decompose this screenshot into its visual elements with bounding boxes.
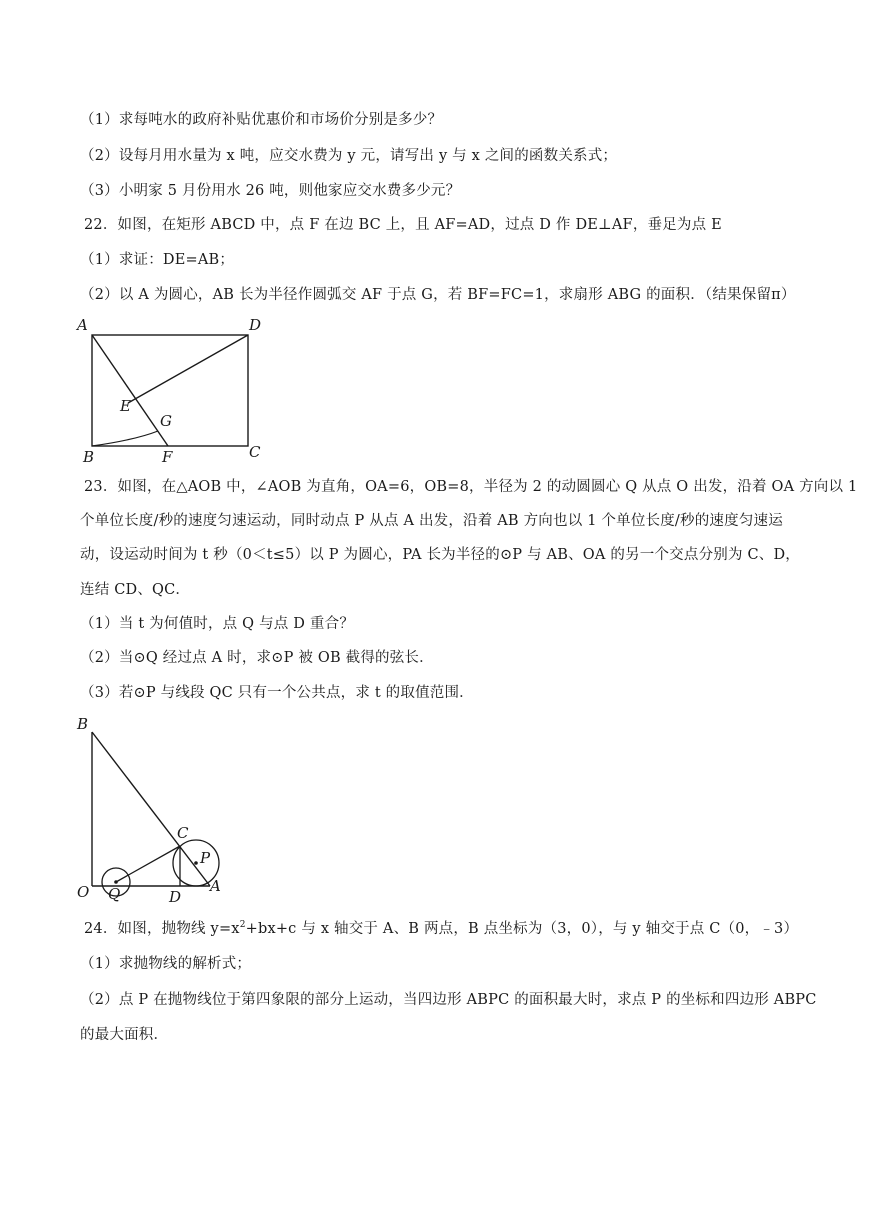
q23-stem-line1: 23．如图，在△AOB 中，∠AOB 为直角，OA=6，OB=8，半径为 2 的动圆圆心 Q 从点 O 出发，沿着 OA 方向以 1 bbox=[84, 479, 858, 495]
q24-part1: （1）求抛物线的解析式； bbox=[80, 956, 252, 972]
q21-part3: （3）小明家 5 月份用水 26 吨，则他家应交水费多少元？ bbox=[80, 183, 461, 199]
label-c: C bbox=[177, 824, 189, 842]
label-q: Q bbox=[108, 885, 121, 903]
q24-stem-b: +bx+c 与 x 轴交于 A、B 两点，B 点坐标为（3，0），与 y 轴交于点 C（0，﹣3） bbox=[245, 921, 799, 937]
label-f: F bbox=[162, 448, 173, 466]
label-c: C bbox=[249, 443, 261, 461]
q21-part1: （1）求每吨水的政府补贴优惠价和市场价分别是多少？ bbox=[80, 112, 443, 128]
segment-qc bbox=[116, 846, 180, 882]
label-d: D bbox=[169, 888, 182, 906]
label-e: E bbox=[120, 397, 131, 415]
label-b: B bbox=[77, 715, 89, 733]
q24-part2-line1: （2）点 P 在抛物线位于第四象限的部分上运动，当四边形 ABPC 的面积最大时，求点 P 的坐标和四边形 ABPC bbox=[80, 992, 817, 1008]
label-o: O bbox=[77, 883, 90, 901]
q23-part1: （1）当 t 为何值时，点 Q 与点 D 重合？ bbox=[80, 616, 355, 632]
label-g: G bbox=[160, 412, 172, 430]
q23-stem-line3: 动，设运动时间为 t 秒（0＜t≤5）以 P 为圆心，PA 长为半径的⊙P 与 AB、OA 的另一个交点分别为 C、D， bbox=[80, 547, 800, 563]
label-a: A bbox=[77, 316, 88, 334]
q24-part2-line2: 的最大面积． bbox=[80, 1027, 169, 1043]
q23-part3: （3）若⊙P 与线段 QC 只有一个公共点，求 t 的取值范围． bbox=[80, 685, 474, 701]
q24-stem bbox=[84, 919, 798, 939]
q23-stem-line4: 连结 CD、QC． bbox=[80, 582, 191, 598]
label-a: A bbox=[210, 877, 221, 895]
q23-stem-line2: 个单位长度/秒的速度匀速运动，同时动点 P 从点 A 出发，沿着 AB 方向也以 1 个单位长度/秒的速度匀速运 bbox=[80, 513, 783, 529]
q22-part2: （2）以 A 为圆心，AB 长为半径作圆弧交 AF 于点 G，若 BF=FC=1，求扇形 ABG 的面积．（结果保留π） bbox=[80, 287, 796, 303]
q22-part1: （1）求证：DE=AB； bbox=[80, 252, 235, 268]
q21-part2: （2）设每月用水量为 x 吨，应交水费为 y 元，请写出 y 与 x 之间的函数关系式； bbox=[80, 148, 618, 164]
point-q bbox=[114, 880, 118, 884]
point-p bbox=[194, 861, 198, 865]
q24-stem-exponent: 2 bbox=[239, 920, 246, 931]
label-b: B bbox=[83, 448, 95, 466]
q23-part2: （2）当⊙Q 经过点 A 时，求⊙P 被 OB 截得的弦长． bbox=[80, 650, 434, 666]
q22-stem: 22．如图，在矩形 ABCD 中，点 F 在边 BC 上，且 AF=AD，过点 D 作 DE⊥AF，垂足为点 E bbox=[84, 217, 722, 233]
q24-stem-a: 24．如图，抛物线 y=x bbox=[84, 921, 240, 937]
label-p: P bbox=[200, 849, 211, 867]
label-d: D bbox=[249, 316, 262, 334]
